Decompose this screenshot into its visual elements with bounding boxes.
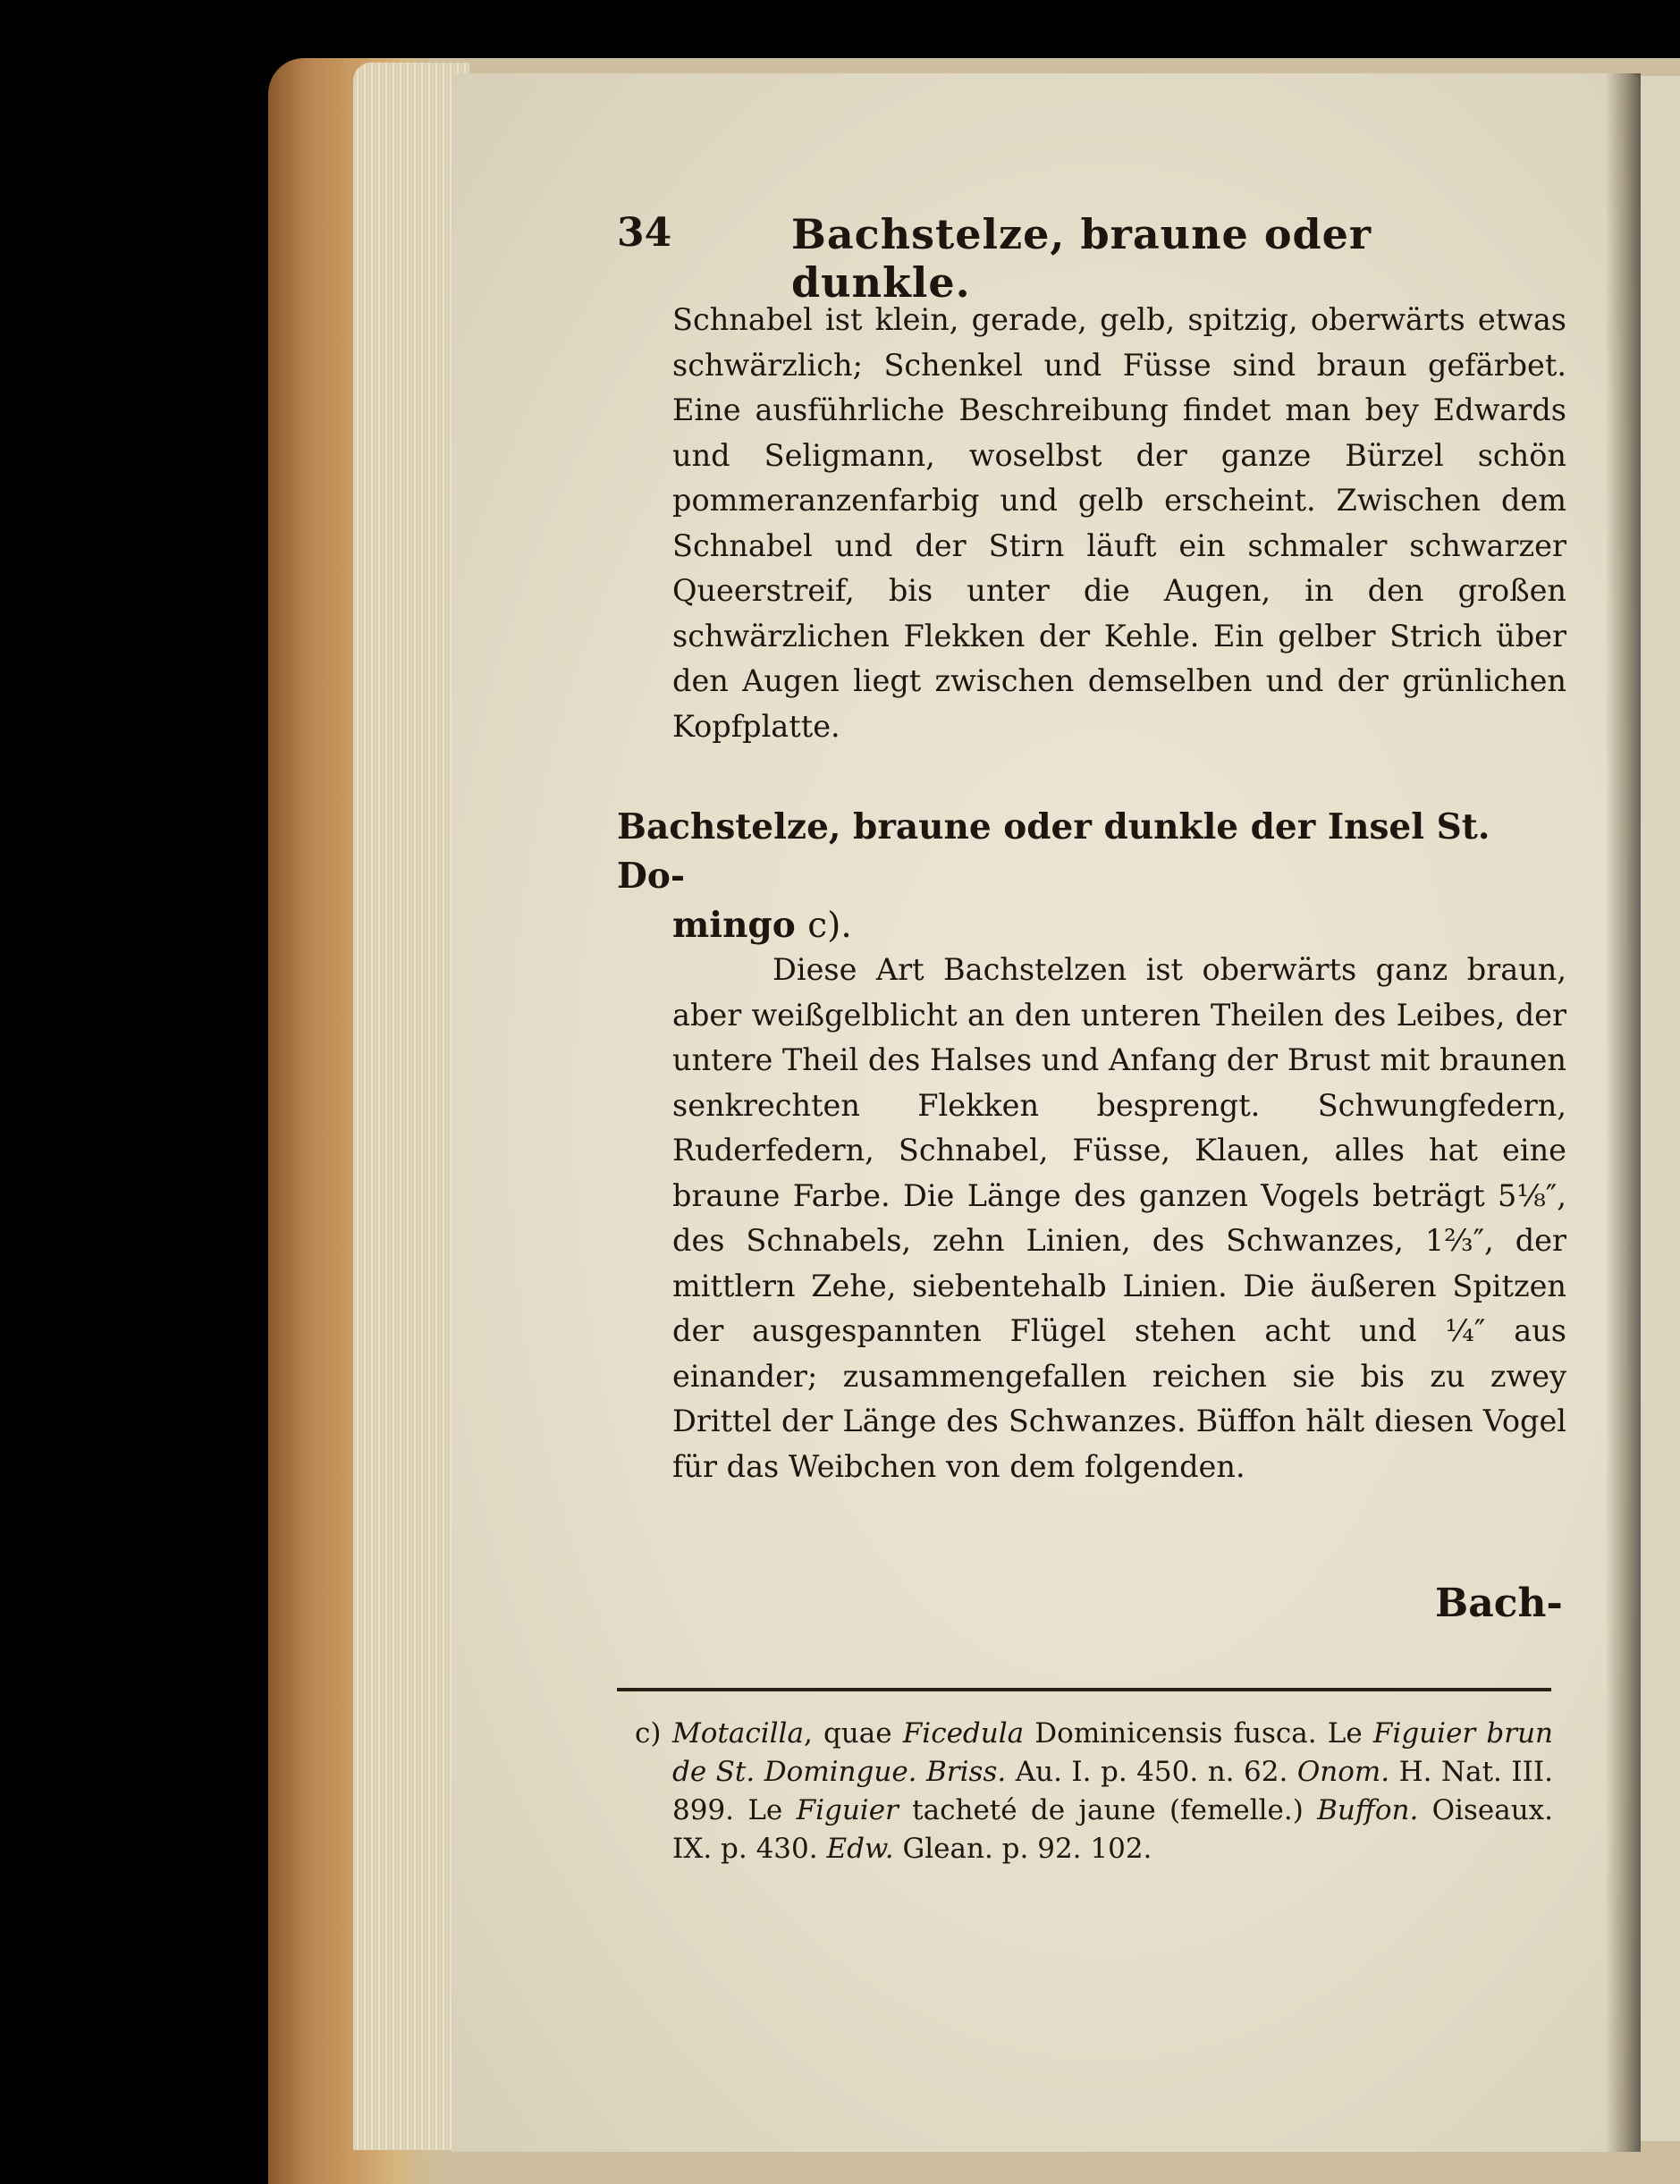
fn-part: Figuier [796,1794,899,1826]
footnote-mark: c) [635,1717,662,1750]
fn-part [917,1756,927,1788]
fn-part: Buffon. [1317,1794,1419,1826]
heading-line-2-text: mingo [672,905,796,946]
heading-line-1: Bachstelze, braune oder dunkle der Insel St. Do- [617,806,1490,897]
fn-part: H. Nat. III. 899. Le [672,1756,1553,1826]
fn-part: , quae [803,1717,903,1750]
fn-part: Dominicensis fusca. Le [1024,1717,1373,1750]
fn-part: Edw. [826,1833,894,1865]
fn-part: Onom. [1296,1756,1390,1788]
catchword: Bach- [1435,1581,1563,1626]
paragraph-continued: Schnabel ist klein, gerade, gelb, spitzig, oberwärts etwas schwärzlich; Schenkel und Füsse sind braun gefärbet. Eine ausführliche Beschreibung findet man bey Edwards und Seligmann, woselbst der ganze Bürzel schön pommeranzenfarbig und gelb erscheint. Zwischen dem Schnabel und der Stirn läuft ein schmaler schwarzer Queerstreif, bis unter die Augen, in den großen schwärzlichen Flekken der Kehle. Ein gelber Strich über den Augen liegt zwischen demselben und der grünlichen Kopfplatte. [672,302,1566,744]
page-number: 34 [617,210,672,256]
fn-part: Oiseaux. IX. p. 430. [672,1794,1553,1865]
fn-part: Ficedula [902,1717,1025,1750]
facing-page-edge [1641,76,1680,2141]
species-description: Diese Art Bachstelzen ist oberwärts ganz braun, aber weißgelblicht an den unteren Theilen des Leibes, der untere Theil des Halses und Anfang der Brust mit braunen senkrechten Flekken besprengt. Schwungfedern, Ruderfedern, Schnabel, Füsse, Klauen, alles hat eine braune Farbe. Die Länge des ganzen Vogels beträgt 5⅛″, des Schnabels, zehn Linien, des Schwanzes, 1⅔″, der mittlern Zehe, siebentehalb Linien. Die äußeren Spitzen der ausgespannten Flügel stehen acht und ¼″ aus einander; zusammengefallen reichen sie bis zu zwey Drittel der Länge des Schwanzes. Büffon hält diesen Vogel für das Weibchen von dem folgenden. [672,952,1566,1484]
page-header [617,210,1422,307]
fn-part: Au. I. p. 450. n. 62. [1006,1756,1297,1788]
footnote [635,1715,1554,1868]
footnote-rule [617,1688,1551,1691]
footnote-reference: c). [807,906,852,946]
page-gutter [1605,73,1641,2152]
fn-part: Glean. p. 92. 102. [893,1833,1152,1865]
running-title: Bachstelze, braune oder dunkle. [791,210,1372,307]
heading-line-2 [617,901,1556,950]
fn-part: tacheté de jaune (femelle.) [898,1794,1318,1826]
section-heading [617,803,1556,950]
fn-part: Figuier brun de St. Domingue. [672,1717,1554,1788]
fn-part: Briss. [926,1756,1007,1788]
fn-part: Motacilla [672,1717,804,1750]
